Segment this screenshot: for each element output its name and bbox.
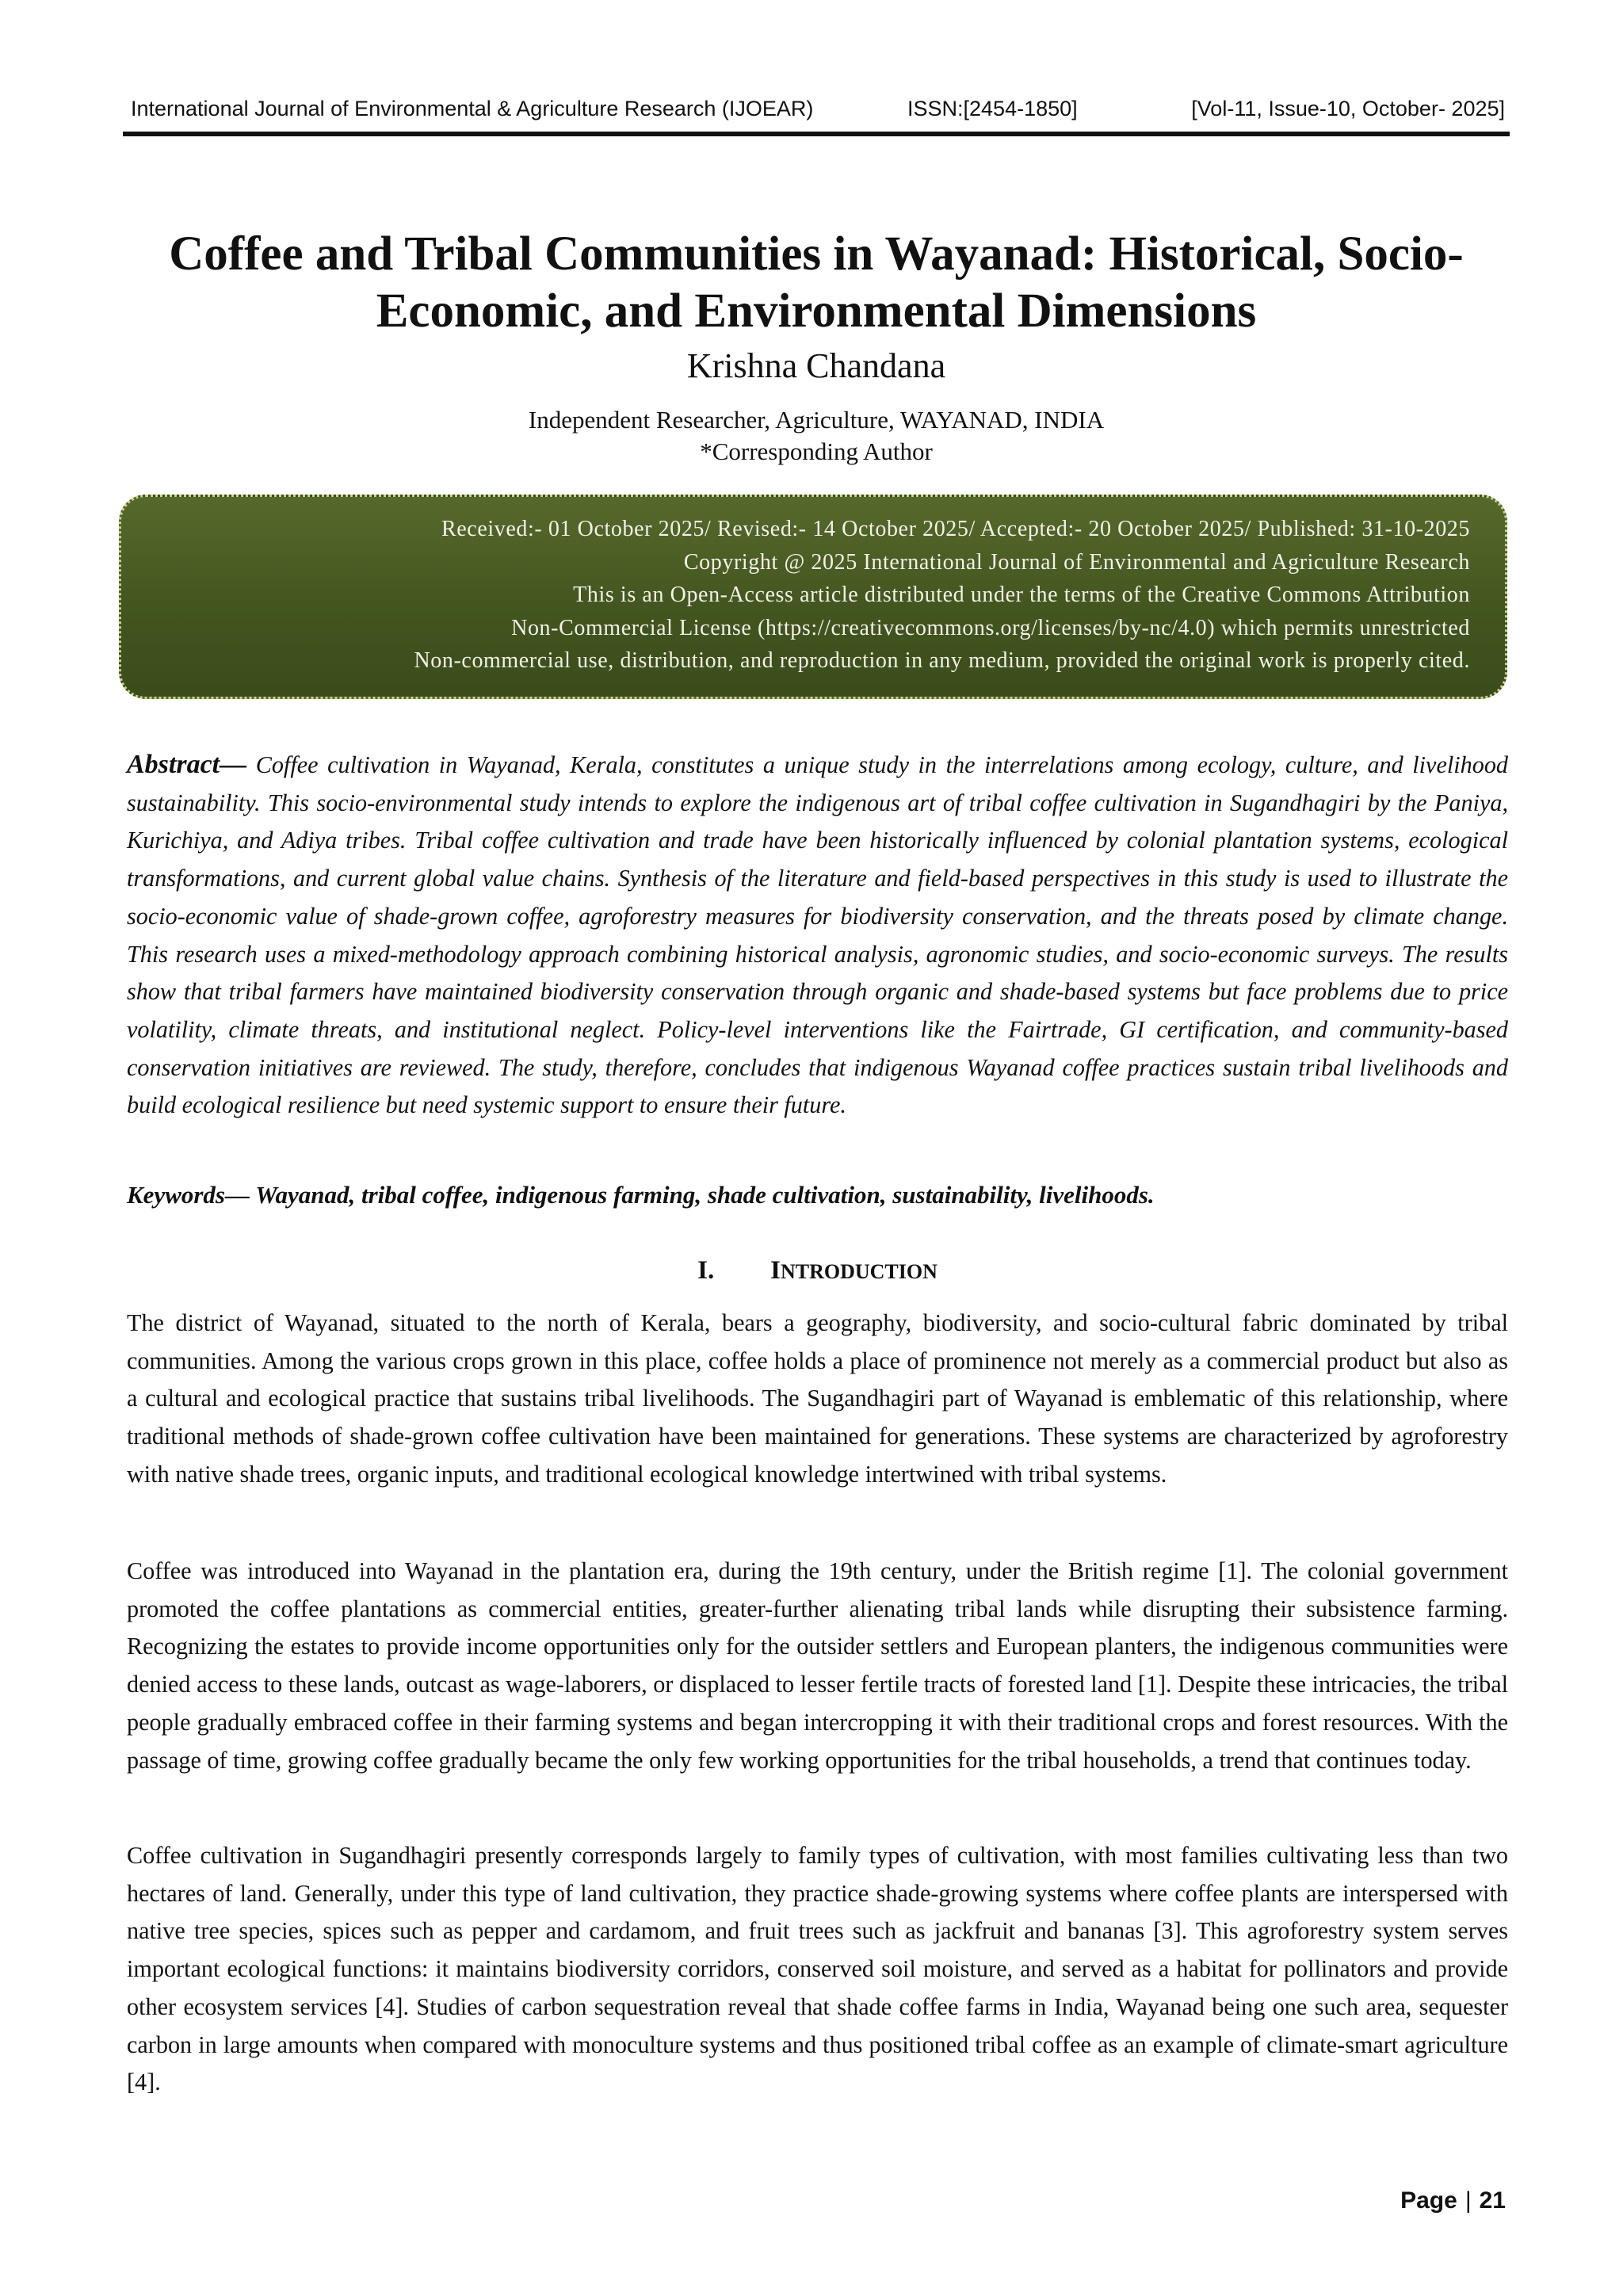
section-title-rest: NTRODUCTION [780, 1260, 938, 1283]
license-line-4: Non-Commercial License (https://creativecommons.org/licenses/by-nc/4.0) which permits unrestricted [511, 615, 1470, 640]
section-heading-introduction [127, 1253, 1508, 1289]
header-journal-name: International Journal of Environmental & Agriculture Research (IJOEAR) [131, 97, 814, 120]
paper-title-line-2: Economic, and Environmental Dimensions [376, 285, 1257, 338]
page-number: 21 [1479, 2187, 1506, 2214]
license-dates: Received:- 01 October 2025/ Revised:- 14 October 2025/ Accepted:- 20 October 2025/ Published: 31-10-2025 [441, 517, 1470, 541]
paper-title [111, 226, 1522, 340]
license-line-3: This is an Open-Access article distributed under the terms of the Creative Commons Attribution [573, 583, 1470, 607]
paper-title-line-1: Coffee and Tribal Communities in Wayanad: Historical, Socio- [169, 227, 1464, 281]
abstract-label: Abstract— [127, 750, 247, 779]
page-footer [1400, 2187, 1506, 2214]
header-volume: [Vol-11, Issue-10, October- 2025] [1191, 97, 1505, 120]
running-header [123, 94, 1510, 136]
license-copyright: Copyright @ 2025 International Journal of Environmental and Agriculture Research [683, 549, 1470, 575]
corresponding-author-note: *Corresponding Author [700, 437, 933, 465]
keywords: Keywords— Wayanad, tribal coffee, indigenous farming, shade cultivation, sustainability, livelihoods. [127, 1181, 1155, 1209]
section-title-initial: I [770, 1256, 781, 1285]
abstract [127, 746, 1508, 1125]
license-box [119, 495, 1507, 699]
body-paragraph: Coffee cultivation in Sugandhagiri presently corresponds largely to family types of cultivation, with most families cultivating less than two hectares of land. Generally, under this type of land cultivation, they practice shade-growing systems where coffee plants are interspersed with native tree species, spices such as pepper and cardamom, and fruit trees such as jackfruit and bananas [3]. This agroforestry system serves important ecological functions: it maintains biodiversity corridors, conserved soil moisture, and served as a habitat for pollinators and provide other ecosystem services [4]. Studies of carbon sequestration reveal that shade coffee farms in India, Wayanad being one such area, sequester carbon in large amounts when compared with monoculture systems and thus positioned tribal coffee as an example of climate-smart agriculture [4]. [127, 1842, 1508, 2096]
page-separator: | [1465, 2187, 1472, 2214]
author-affiliation: Independent Researcher, Agriculture, WAYANAD, INDIA [528, 406, 1105, 434]
section-number: I. [697, 1256, 715, 1285]
header-issn: ISSN:[2454-1850] [907, 97, 1078, 120]
abstract-text: Coffee cultivation in Wayanad, Kerala, constitutes a unique study in the interrelations among ecology, culture, and livelihood sustainability. This socio-environmental study intends to explore the indigenous art of tribal coffee cultivation in Sugandhagiri by the Paniya, Kurichiya, and Adiya tribes. Tribal coffee cultivation and trade have been historically influenced by colonial plantation systems, ecological transformations, and current global value chains. Synthesis of the literature and field-based perspectives in this study is used to illustrate the socio-economic value of shade-grown coffee, agroforestry measures for biodiversity conservation, and the threats posed by climate change. This research uses a mixed-methodology approach combining historical analysis, agronomic studies, and socio-economic surveys. The results show that tribal farmers have maintained biodiversity conservation through organic and shade-based systems but face problems due to price volatility, climate threats, and institutional neglect. Policy-level interventions like the Fairtrade, GI certification, and community-based conservation initiatives are reviewed. The study, therefore, concludes that indigenous Wayanad coffee practices sustain tribal livelihoods and build ecological resilience but need systemic support to ensure their future. [127, 751, 1509, 1119]
page-label: Page [1400, 2187, 1457, 2214]
body-paragraph: Coffee was introduced into Wayanad in the plantation era, during the 19th century, under the British regime [1]. The colonial government promoted the coffee plantations as commercial entities, greater-further alienating tribal lands while disrupting their subsistence farming. Recognizing the estates to provide income opportunities only for the outsider settlers and European planters, the indigenous communities were denied access to these lands, outcast as wage-laborers, or displaced to lesser fertile tracts of forested land [1]. Despite these intricacies, the tribal people gradually embraced coffee in their farming systems and began intercropping it with their traditional crops and forest resources. With the passage of time, growing coffee gradually became the only few working opportunities for the tribal households, a trend that continues today. [127, 1557, 1508, 1774]
author-name: Krishna Chandana [686, 346, 946, 385]
body-paragraph: The district of Wayanad, situated to the north of Kerala, bears a geography, biodiversity, and socio-cultural fabric dominated by tribal communities. Among the various crops grown in this place, coffee holds a place of prominence not merely as a commercial product but also as a cultural and ecological practice that sustains tribal livelihoods. The Sugandhagiri part of Wayanad is emblematic of this relationship, where traditional methods of shade-grown coffee cultivation have been maintained for generations. These systems are characterized by agroforestry with native shade trees, organic inputs, and traditional ecological knowledge intertwined with tribal systems. [127, 1309, 1508, 1488]
license-line-5: Non-commercial use, distribution, and reproduction in any medium, provided the original work is properly cited. [414, 648, 1470, 673]
